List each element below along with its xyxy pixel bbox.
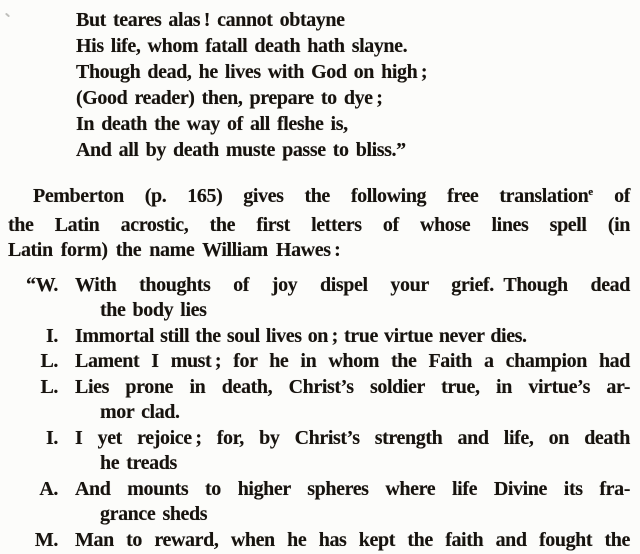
acrostic-block (8, 273, 630, 554)
acrostic-continuation: grance sheds (100, 503, 208, 525)
acrostic-row (8, 273, 630, 324)
acrostic-line: Man to reward, when he has kept the faith and fought the (75, 528, 630, 551)
paragraph-text: of (593, 185, 630, 207)
acrostic-letter: M. (34, 528, 58, 551)
acrostic-continuation: he treads (100, 452, 177, 474)
acrostic-line: Immortal still the soul lives on ; true virtue never dies. (75, 324, 527, 347)
acrostic-letter: “W. (26, 273, 58, 296)
acrostic-letter: I. (46, 324, 58, 347)
poem-line: And all by death muste passe to bliss.” (76, 139, 406, 161)
acrostic-row (8, 477, 630, 528)
poem-line: Though dead, he lives with God on high ; (76, 61, 428, 83)
acrostic-line: Lies prone in death, Christ’s soldier true, in virtue’s ar- (75, 375, 630, 398)
acrostic-line: And mounts to higher spheres where life Divine its fra- (75, 477, 630, 500)
poem-block (76, 7, 640, 163)
acrostic-row (8, 426, 630, 477)
acrostic-line: Lament I must ; for he in whom the Faith a champion had (75, 350, 630, 372)
acrostic-continuation: mor clad. (100, 401, 180, 423)
acrostic-row (8, 324, 630, 350)
poem-line: In death the way of all fleshe is, (76, 113, 348, 135)
poem-line: His life, whom fatall death hath slayne. (76, 35, 408, 57)
acrostic-letter: L. (40, 375, 58, 398)
paragraph-block (8, 184, 630, 264)
scan-speck-artifact (5, 13, 10, 18)
acrostic-continuation: the body lies (100, 299, 207, 321)
acrostic-row (8, 349, 630, 375)
paragraph-text: Pemberton (p. 165) gives the following free translation (33, 185, 589, 207)
paragraph-line: the Latin acrostic, the first letters of whose lines spell (in (8, 213, 630, 236)
paragraph-line: Latin form) the name William Hawes : (8, 239, 341, 261)
poem-line: (Good reader) then, prepare to dye ; (76, 87, 383, 109)
footnote-marker: e (588, 186, 594, 198)
paragraph-line (33, 184, 630, 213)
acrostic-letter: I. (46, 426, 58, 449)
acrostic-letter: A. (39, 477, 58, 500)
acrostic-letter: L. (40, 350, 58, 372)
poem-line: But teares alas ! cannot obtayne (76, 9, 345, 31)
acrostic-line: I yet rejoice ; for, by Christ’s strength and life, on death (75, 426, 630, 449)
acrostic-row (8, 375, 630, 426)
acrostic-row (8, 528, 630, 554)
acrostic-line: With thoughts of joy dispel your grief. Though dead (75, 273, 630, 296)
